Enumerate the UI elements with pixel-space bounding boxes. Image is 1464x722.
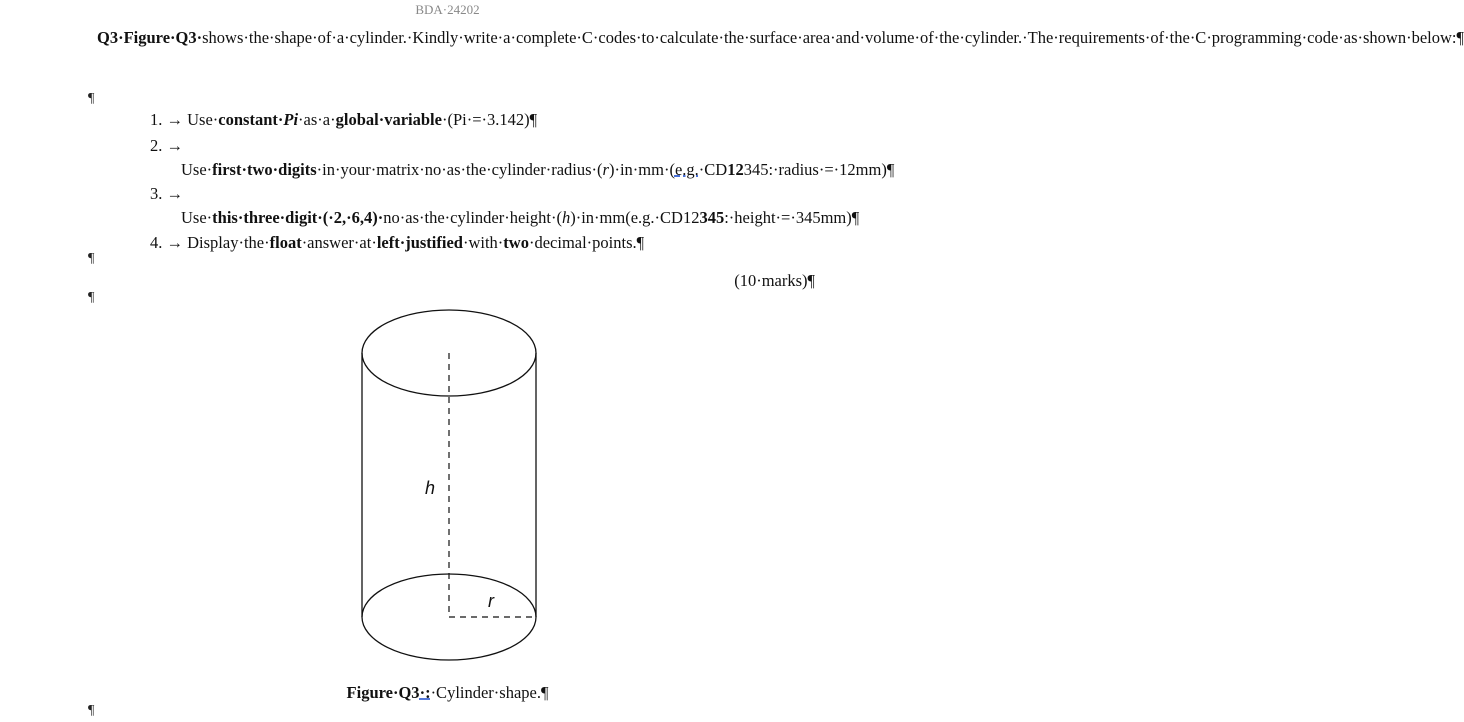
- item-italic: h: [561, 208, 571, 227]
- figure-caption: [0, 683, 895, 703]
- item-bold: constant·: [218, 110, 284, 129]
- item-text: no·as·the·cylinder·height·(: [383, 208, 562, 227]
- question-paragraph: [97, 28, 1464, 48]
- tab-arrow: →: [166, 233, 183, 252]
- cylinder-figure: [355, 305, 545, 667]
- item-bold: float: [269, 233, 302, 252]
- item-bold: left·justified: [376, 233, 463, 252]
- item-text: Display·the·: [187, 233, 270, 252]
- item-underlined: e.g.: [674, 160, 699, 179]
- item-text: Use·: [187, 110, 219, 129]
- item-text: ·(Pi·=·3.142)¶: [441, 110, 538, 129]
- marks-label: (10·marks)¶: [734, 271, 815, 290]
- pilcrow-mark: ¶: [88, 91, 95, 106]
- item-bold: global·variable: [335, 110, 442, 129]
- item-bold: 12: [727, 160, 744, 179]
- item-number: 4.: [150, 233, 163, 252]
- caption-bold: Figure·Q3: [346, 683, 420, 702]
- item-text: )·in·mm(e.g.·CD12: [570, 208, 700, 227]
- pilcrow-mark: ¶: [88, 290, 95, 305]
- document-header: BDA·24202: [415, 2, 480, 17]
- item-number: 2.: [150, 136, 163, 155]
- tab-arrow: →: [166, 136, 183, 155]
- item-bold: 345: [699, 208, 725, 227]
- caption-text: ·Cylinder·shape.¶: [430, 683, 549, 702]
- item-text: Use·: [181, 208, 213, 227]
- list-item: [150, 182, 860, 230]
- item-text: ·CD: [698, 160, 728, 179]
- item-text: 345:·radius·=·12mm)¶: [743, 160, 895, 179]
- item-text: ·decimal·points.¶: [528, 233, 645, 252]
- item-text: ·with·: [462, 233, 504, 252]
- radius-label: r: [488, 591, 494, 611]
- item-bold: two: [503, 233, 529, 252]
- item-text: :·height·=·345mm)¶: [724, 208, 860, 227]
- list-item: [150, 108, 846, 132]
- question-label: Q3·: [97, 28, 124, 47]
- item-number: 1.: [150, 110, 163, 129]
- list-item: [150, 231, 846, 255]
- item-bold: first·two·digits: [212, 160, 317, 179]
- caption-colon: ·:: [419, 683, 431, 702]
- tab-arrow: →: [166, 110, 183, 129]
- item-bold-italic: Pi: [283, 110, 299, 129]
- item-text: )·in·mm·(: [608, 160, 675, 179]
- item-text: ·in·your·matrix·no·as·the·cylinder·radius·(: [316, 160, 603, 179]
- list-item: [150, 134, 895, 182]
- item-bold: this·three·digit·(·2,·6,4)·: [212, 208, 384, 227]
- item-text: ·answer·at·: [301, 233, 377, 252]
- tab-arrow: →: [166, 184, 183, 203]
- item-italic: r: [602, 160, 609, 179]
- figure-reference: Figure·Q3·: [123, 28, 203, 47]
- item-text: Use·: [181, 160, 213, 179]
- height-label: h: [425, 478, 436, 498]
- item-text: ·as·a·: [298, 110, 336, 129]
- question-text: shows·the·shape·of·a·cylinder.·Kindly·write·a·complete·C·codes·to·calculate·the·surface·area·and·volume·of·the·cylinder.·The·requirements·of·the·C·programming·code·as·shown·below:¶: [202, 28, 1464, 47]
- pilcrow-mark: ¶: [88, 251, 95, 266]
- item-number: 3.: [150, 184, 163, 203]
- pilcrow-mark: ¶: [88, 703, 95, 718]
